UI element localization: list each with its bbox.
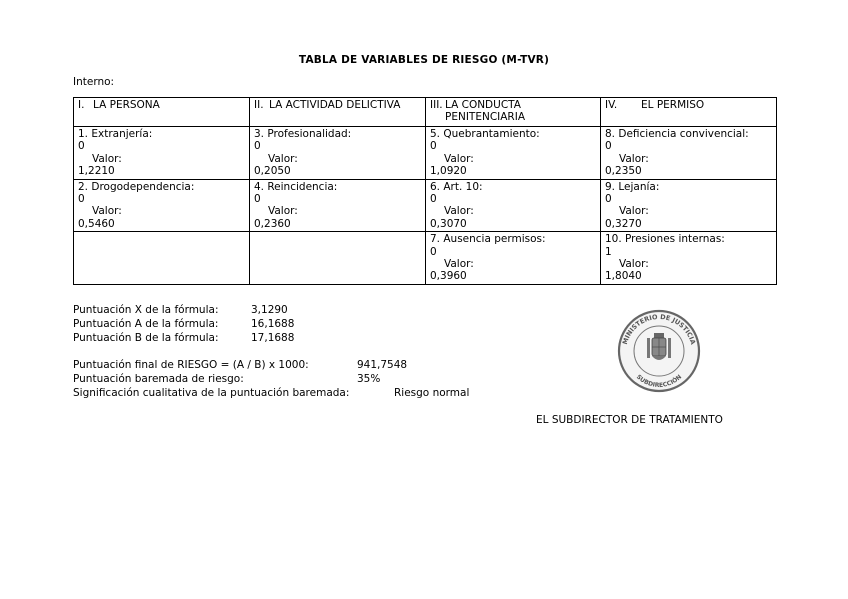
baremada-value: 35%: [357, 373, 381, 385]
header-permiso: [601, 98, 777, 127]
valor-number: 1,8040: [605, 270, 642, 283]
variable-label: 8. Deficiencia convivencial:: [605, 128, 749, 140]
variable-value: 0: [605, 193, 612, 206]
valor-label: Valor:: [444, 205, 474, 218]
valor-label: Valor:: [268, 152, 298, 165]
variable-label: 7. Ausencia permisos:: [430, 233, 546, 246]
valor-number: 0,2050: [254, 165, 291, 178]
score-x-row: [73, 303, 288, 317]
variable-value: 0: [78, 193, 85, 206]
valor-label: Valor:: [619, 152, 649, 165]
header-num: II.: [254, 99, 264, 111]
variable-value: 0: [78, 140, 85, 153]
variable-value: 0: [254, 193, 261, 206]
valor-number: 0,5460: [78, 217, 115, 230]
valor-number: 1,0920: [430, 165, 467, 178]
valor-number: 1,2210: [78, 165, 115, 178]
baremada-label: Puntuación baremada de riesgo:: [73, 373, 244, 385]
interno-label: Interno:: [73, 76, 115, 88]
score-a-value: 16,1688: [251, 318, 295, 330]
score-a-row: [73, 317, 295, 331]
table-row: [74, 179, 777, 232]
cell-reincidencia: [250, 179, 426, 232]
seal-bottom-text: SUBDIRECCIÓN: [634, 373, 684, 390]
score-x-label: Puntuación X de la fórmula:: [73, 304, 219, 316]
valor-number: 0,3070: [430, 217, 467, 230]
cell-extranjeria: [74, 127, 250, 180]
header-num: I.: [78, 99, 85, 111]
valor-label: Valor:: [92, 205, 122, 218]
final-scores: [73, 358, 470, 400]
cell-presiones-internas: [601, 232, 777, 285]
cell-empty: [74, 232, 250, 285]
seal-top-text: MINISTERIO DE JUSTICIA: [620, 312, 698, 346]
header-conducta: [426, 98, 601, 127]
table-row: [74, 232, 777, 285]
header-num: IV.: [605, 99, 618, 111]
valor-number: 0,2360: [254, 217, 291, 230]
cell-drogodependencia: [74, 179, 250, 232]
variable-label: 6. Art. 10:: [430, 180, 483, 193]
valor-number: 0,2350: [605, 165, 642, 178]
cell-quebrantamiento: [426, 127, 601, 180]
baremada-row: [73, 372, 381, 386]
cell-empty: [250, 232, 426, 285]
variable-label: 1. Extranjería:: [78, 128, 153, 140]
table-header-row: [74, 98, 777, 127]
cell-ausencia-permisos: [426, 232, 601, 285]
score-b-value: 17,1688: [251, 332, 295, 344]
formula-scores: [73, 303, 295, 345]
variable-label: 3. Profesionalidad:: [254, 128, 352, 140]
cell-deficiencia-convivencial: [601, 127, 777, 180]
significacion-label: Significación cualitativa de la puntuación baremada:: [73, 387, 350, 399]
table-row: [74, 127, 777, 180]
variable-value: 1: [605, 245, 612, 258]
variable-value: 0: [430, 140, 437, 153]
document-title: TABLA DE VARIABLES DE RIESGO (M-TVR): [298, 54, 550, 66]
variable-label: 10. Presiones internas:: [605, 233, 725, 246]
score-b-label: Puntuación B de la fórmula:: [73, 332, 219, 344]
variable-value: 0: [254, 140, 261, 153]
header-actividad: [250, 98, 426, 127]
valor-label: Valor:: [619, 258, 649, 271]
valor-number: 0,3270: [605, 217, 642, 230]
header-text: LA ACTIVIDAD DELICTIVA: [269, 99, 401, 111]
variable-label: 5. Quebrantamiento:: [430, 128, 540, 140]
variable-label: 2. Drogodependencia:: [78, 180, 195, 193]
variable-label: 4. Reincidencia:: [254, 180, 338, 193]
cell-profesionalidad: [250, 127, 426, 180]
score-a-label: Puntuación A de la fórmula:: [73, 318, 219, 330]
significacion-row: [73, 386, 470, 400]
valor-label: Valor:: [619, 205, 649, 218]
header-text: LA PERSONA: [93, 99, 160, 111]
riesgo-row: [73, 358, 408, 372]
signature-title: EL SUBDIRECTOR DE TRATAMIENTO: [536, 414, 723, 426]
valor-label: Valor:: [444, 152, 474, 165]
variable-value: 0: [430, 193, 437, 206]
riesgo-value: 941,7548: [357, 359, 408, 371]
score-b-row: [73, 331, 295, 345]
header-text: LA CONDUCTA PENITENCIARIA: [445, 99, 526, 124]
cell-lejania: [601, 179, 777, 232]
valor-label: Valor:: [92, 152, 122, 165]
risk-variables-table: [73, 97, 777, 285]
header-persona: [74, 98, 250, 127]
valor-label: Valor:: [444, 258, 474, 271]
variable-value: 0: [605, 140, 612, 153]
score-x-value: 3,1290: [251, 304, 288, 316]
riesgo-label: Puntuación final de RIESGO = (A / B) x 1000:: [73, 359, 309, 371]
ministerio-seal-icon: [614, 306, 704, 394]
variable-value: 0: [430, 245, 437, 258]
valor-number: 0,3960: [430, 270, 467, 283]
valor-label: Valor:: [268, 205, 298, 218]
variable-label: 9. Lejanía:: [605, 180, 660, 193]
significacion-value: Riesgo normal: [394, 387, 470, 399]
header-text: EL PERMISO: [641, 99, 705, 111]
header-num: III.: [430, 99, 443, 111]
cell-art-10: [426, 179, 601, 232]
